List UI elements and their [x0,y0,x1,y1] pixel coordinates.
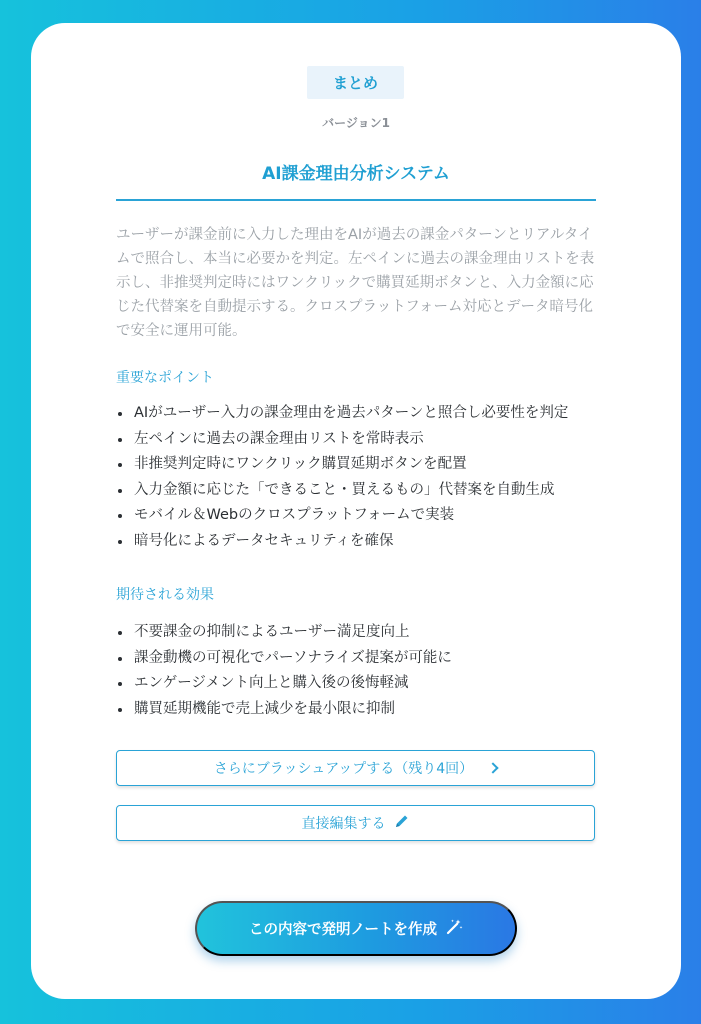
list-item: エンゲージメント向上と購入後の後悔軽減 [116,671,606,697]
summary-card [31,23,681,999]
brushup-button[interactable] [116,750,595,786]
list-item: 不要課金の抑制によるユーザー満足度向上 [116,620,606,646]
list-item: モバイル＆Webのクロスプラットフォームで実装 [116,503,606,529]
edit-button[interactable] [116,805,595,841]
list-item: AIがユーザー入力の課金理由を過去パターンと照合し必要性を判定 [116,401,606,427]
edit-button-label: 直接編集する [301,816,386,832]
list-item: 左ペインに過去の課金理由リストを常時表示 [116,427,606,453]
list-item: 購買延期機能で売上減少を最小限に抑制 [116,697,606,723]
points-list [116,401,606,554]
create-note-button-label: この内容で発明ノートを作成 [248,922,438,938]
summary-description: ユーザーが課金前に入力した理由をAIが過去の課金パターンとリアルタイムで照合し、本当に必要かを判定。左ペインに過去の課金理由リストを表示し、非推奨判定時にはワンクリックで購買延期ボタンと、入力金額に応じた代替案を自動提示する。クロスプラットフォーム対応とデータ暗号化で安全に運用可能。 [116,227,595,339]
effects-list [116,620,606,722]
version-label: バージョン1 [322,116,390,130]
summary-badge: まとめ [307,66,404,99]
list-item: 暗号化によるデータセキュリティを確保 [116,529,606,555]
points-heading: 重要なポイント [116,370,214,386]
title-divider [116,199,596,201]
page-title: AI課金理由分析システム [262,164,450,184]
list-item: 非推奨判定時にワンクリック購買延期ボタンを配置 [116,452,606,478]
list-item: 課金動機の可視化でパーソナライズ提案が可能に [116,646,606,672]
list-item: 入力金額に応じた「できること・買えるもの」代替案を自動生成 [116,478,606,504]
brushup-button-label: さらにブラッシュアップする（残り4回） [213,761,474,777]
pencil-icon [394,813,410,833]
chevron-right-icon [488,762,499,773]
magic-wand-icon [445,918,463,940]
effects-heading: 期待される効果 [116,587,214,603]
create-note-button[interactable] [195,901,517,956]
